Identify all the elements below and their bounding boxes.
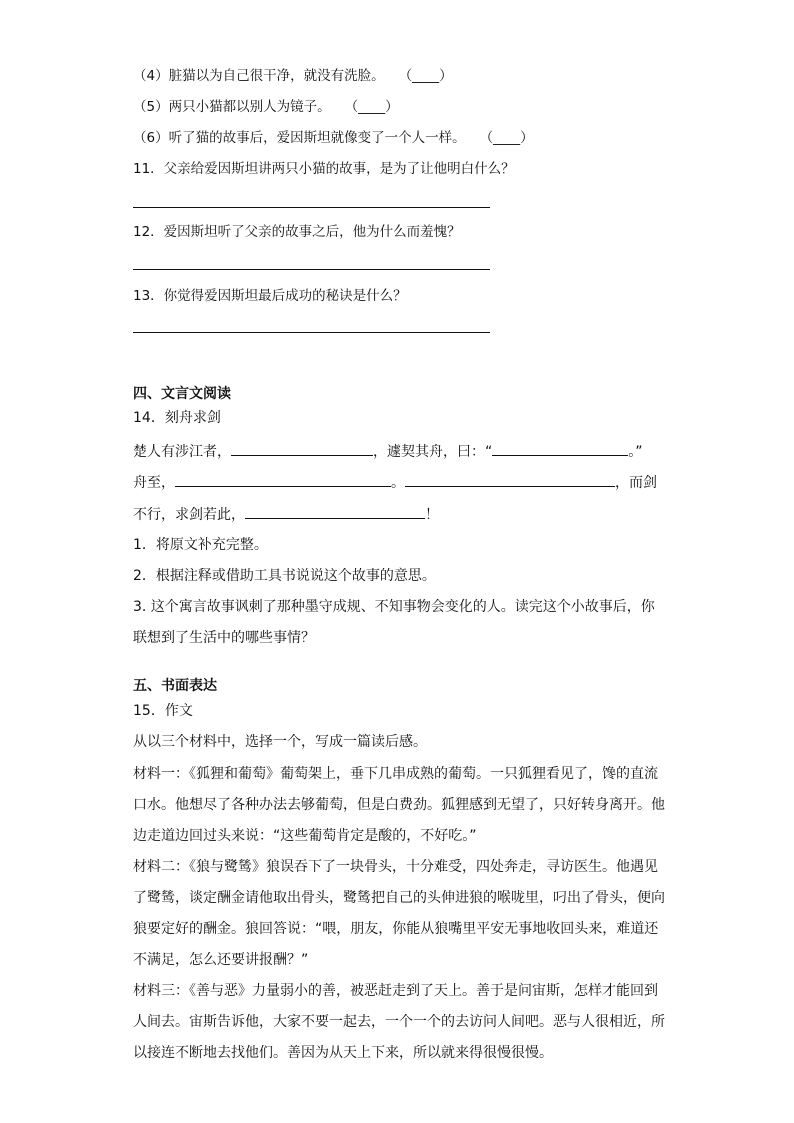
judgment-item-5: （5）两只小猫都以别人为镜子。 （____） — [133, 99, 399, 115]
task-item-2: 2．根据注释或借助工具书说说这个故事的意思。 — [133, 568, 436, 584]
question-14-title: 14．刻舟求剑 — [133, 410, 221, 426]
fill-blank[interactable] — [492, 441, 628, 456]
answer-blank[interactable]: （____） — [344, 99, 399, 115]
judgment-item-4: （4）脏猫以为自己很干净，就没有洗脸。 （____） — [133, 68, 453, 84]
question-13: 13．你觉得爱因斯坦最后成功的秘诀是什么？ — [133, 288, 407, 304]
essay-paragraph-line: 了鹭鸶，谈定酬金请他取出骨头，鹭鸶把自己的头伸进狼的喉咙里，叼出了骨头，便向 — [133, 890, 665, 906]
answer-line-11[interactable] — [133, 207, 490, 208]
answer-line-12[interactable] — [133, 269, 490, 270]
essay-paragraph-line: 不满足，怎么还要讲报酬？” — [133, 952, 309, 968]
section-heading-writing: 五、书面表达 — [133, 678, 217, 694]
question-15-title: 15．作文 — [133, 703, 193, 719]
fill-blank[interactable] — [231, 441, 373, 456]
fill-line-1: 楚人有涉江者， ，遽契其舟，曰：“ 。” — [133, 441, 643, 462]
answer-line-13[interactable] — [133, 332, 490, 333]
essay-paragraph-line: 从以三个材料中，选择一个，写成一篇读后感。 — [133, 734, 427, 750]
judgment-item-6: （6）听了猫的故事后，爱因斯坦就像变了一个人一样。 （____） — [133, 130, 534, 146]
essay-paragraph-line: 边走道边回过头来说：“这些葡萄肯定是酸的，不好吃。” — [133, 828, 477, 844]
fill-line-3: 不行，求剑若此， ！ — [133, 504, 439, 525]
fill-blank[interactable] — [405, 472, 615, 487]
question-12: 12．爱因斯坦听了父亲的故事之后，他为什么而羞愧？ — [133, 224, 461, 240]
essay-paragraph-line: 口水。他想尽了各种办法去够葡萄，但是白费劲。狐狸感到无望了，只好转身离开。他 — [133, 797, 665, 813]
task-item-3-cont: 联想到了生活中的哪些事情？ — [133, 630, 315, 646]
essay-paragraph-line: 狼要定好的酬金。狼回答说：“喂，朋友，你能从狼嘴里平安无事地收回头来，难道还 — [133, 921, 659, 937]
essay-paragraph-line: 人间去。宙斯告诉他，大家不要一起去，一个一个的去访问人间吧。恶与人很相近，所 — [133, 1014, 665, 1030]
answer-blank[interactable]: （____） — [398, 68, 453, 84]
fill-blank[interactable] — [175, 472, 391, 487]
question-11: 11．父亲给爱因斯坦讲两只小猫的故事，是为了让他明白什么？ — [133, 161, 515, 177]
task-item-1: 1．将原文补充完整。 — [133, 537, 268, 553]
essay-paragraph-line: 材料三：《善与恶》力量弱小的善，被恶赶走到了天上。善于是问宙斯，怎样才能回到 — [133, 983, 658, 999]
essay-paragraph-line: 材料一：《狐狸和葡萄》葡萄架上，垂下几串成熟的葡萄。一只狐狸看见了，馋的直流 — [133, 766, 658, 782]
fill-blank[interactable] — [245, 504, 425, 519]
essay-paragraph-line: 以接连不断地去找他们。善因为从天上下来，所以就来得很慢很慢。 — [133, 1045, 553, 1061]
task-item-3: 3. 这个寓言故事讽刺了那种墨守成规、不知事物会变化的人。读完这个小故事后，你 — [133, 599, 655, 615]
answer-blank[interactable]: （____） — [479, 130, 534, 146]
fill-line-2: 舟至， 。 ，而剑 — [133, 472, 657, 493]
section-heading-classical: 四、文言文阅读 — [133, 386, 231, 402]
essay-paragraph-line: 材料二：《狼与鹭鸶》狼误吞下了一块骨头，十分难受，四处奔走，寻访医生。他遇见 — [133, 859, 658, 875]
